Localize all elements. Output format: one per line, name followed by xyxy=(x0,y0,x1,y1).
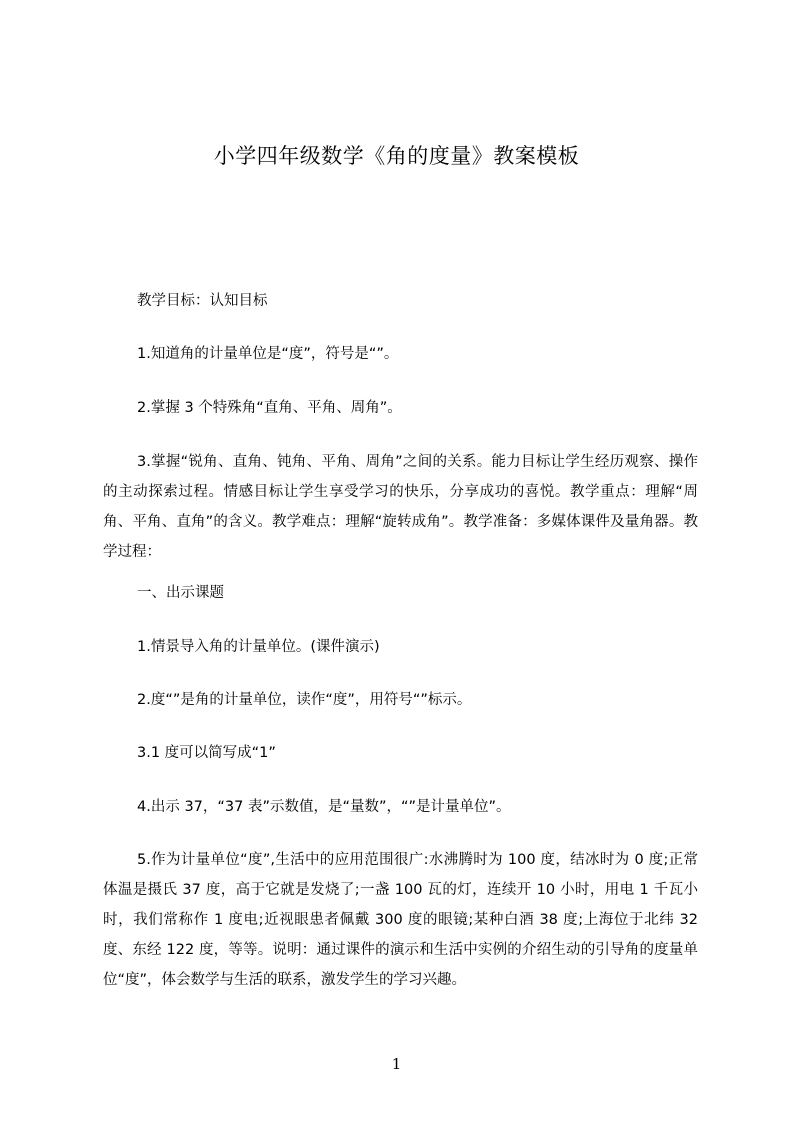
process-item-3: 3.1 度可以简写成“1” xyxy=(137,745,276,761)
section-heading-1: 一、出示课题 xyxy=(137,585,224,601)
objective-item-1: 1.知道角的计量单位是“度”，符号是“”。 xyxy=(137,346,399,362)
process-item-1: 1.情景导入角的计量单位。(课件演示) xyxy=(137,639,380,655)
objective-item-2: 2.掌握 3 个特殊角“直角、平角、周角”。 xyxy=(137,400,402,416)
teaching-objective-heading: 教学目标：认知目标 xyxy=(137,293,268,309)
process-item-5-paragraph: 5.作为计量单位“度”,生活中的应用范围很广:水沸腾时为 100 度，结冰时为 0 度;正常体温是摄氏 37 度，高于它就是发烧了;一盏 100 瓦的灯，连续开 10 小时，用电 1 千瓦小时，我们常称作 1 度电;近视眼患者佩戴 300 度的眼镜;某种白酒 38 度;上海位于北纬 32 度、东经 122 度，等等。说明：通过课件的演示和生活中实例的介绍生动的引导角的度量单位“度”，体会数学与生活的联系，激发学生的学习兴趣。 xyxy=(103,852,698,988)
document-title: 小学四年级数学《角的度量》教案模板 xyxy=(213,144,580,168)
process-item-2: 2.度“”是角的计量单位，读作“度”，用符号“”标示。 xyxy=(137,692,472,708)
objective-item-3-paragraph: 3.掌握“锐角、直角、钝角、平角、周角”之间的关系。能力目标让学生经历观察、操作的主动探索过程。情感目标让学生享受学习的快乐，分享成功的喜悦。教学重点：理解“周角、平角、直角”的含义。教学难点：理解“旋转成角”。教学准备：多媒体课件及量角器。教学过程： xyxy=(103,454,698,560)
process-item-4: 4.出示 37，“37 表”示数值，是“量数”，“”是计量单位”。 xyxy=(137,799,511,815)
page-number: 1 xyxy=(391,1055,402,1073)
